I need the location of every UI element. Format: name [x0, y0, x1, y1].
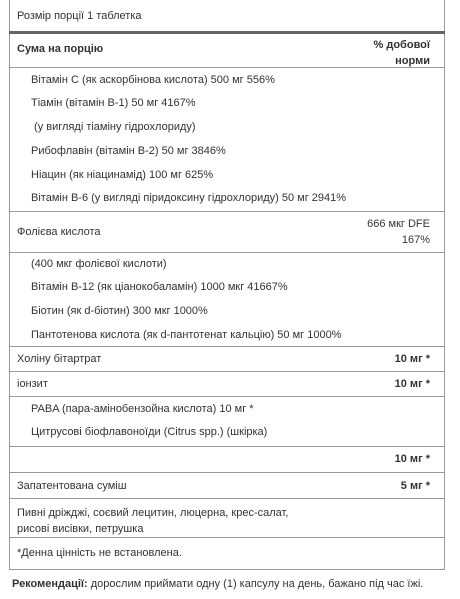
- daily-value-line1: % добової: [373, 39, 430, 51]
- nutrient-row: Вітамін В-6 (у вигляді піридоксину гідрохлориду) 50 мг 2941%: [31, 192, 347, 204]
- nutrient-row: (у вигляді тіаміну гідрохлориду): [31, 121, 196, 133]
- divider: [9, 498, 445, 499]
- blend-ingredients: [17, 505, 288, 537]
- divider: [9, 396, 445, 397]
- daily-value-header: [340, 37, 430, 69]
- nutrient-row: Біотин (як d-біотин) 300 мкг 1000%: [31, 305, 208, 317]
- inositol-name: іонзит: [17, 378, 48, 390]
- nutrient-row: Вітамін В-12 (як ціанокобаламін) 1000 мкг 41667%: [31, 281, 288, 293]
- blend-name: Запатентована суміш: [17, 480, 127, 492]
- divider: [9, 446, 445, 447]
- nutrient-row: Рибофлавін (вітамін В-2) 50 мг 3846%: [31, 145, 226, 157]
- recommendation-label: Рекомендації:: [12, 578, 88, 590]
- divider: [9, 537, 445, 538]
- divider-thick: [9, 31, 445, 34]
- daily-value-line2: норми: [395, 55, 430, 67]
- unnamed-amount: 10 мг *: [394, 453, 430, 465]
- folate-dv: 167%: [401, 234, 430, 246]
- divider: [9, 346, 445, 347]
- divider: [9, 211, 445, 212]
- choline-amount: 10 мг *: [394, 353, 430, 365]
- choline-name: Холіну бітартрат: [17, 353, 102, 365]
- divider: [9, 371, 445, 372]
- blend-ingredients-line2: рисові висівки, петрушка: [17, 523, 144, 535]
- divider: [9, 252, 445, 253]
- nutrient-row: (400 мкг фолієвої кислоти): [31, 258, 167, 270]
- nutrient-row: Ніацин (як ніацинамід) 100 мг 625%: [31, 169, 214, 181]
- nutrient-row: PABA (пара-амінобензойна кислота) 10 мг *: [31, 403, 254, 415]
- divider: [9, 67, 445, 68]
- divider: [9, 569, 445, 570]
- nutrient-row: Тіамін (вітамін В-1) 50 мг 4167%: [31, 97, 196, 109]
- folate-amount: 666 мкг DFE: [367, 218, 430, 230]
- blend-amount: 5 мг *: [400, 480, 430, 492]
- divider: [9, 472, 445, 473]
- inositol-amount: 10 мг *: [394, 378, 430, 390]
- nutrient-row: Цитрусові біофлавоноїди (Citrus spp.) (шкірка): [31, 426, 268, 438]
- serving-size: Розмір порції 1 таблетка: [17, 10, 142, 22]
- footnote: *Денна цінність не встановлена.: [17, 547, 182, 559]
- recommendation: [12, 578, 423, 590]
- nutrient-row: Пантотенова кислота (як d-пантотенат кальцію) 50 мг 1000%: [31, 329, 342, 341]
- nutrient-row: Вітамін С (як аскорбінова кислота) 500 мг 556%: [31, 74, 275, 86]
- folate-name: Фолієва кислота: [17, 226, 101, 238]
- amount-per-serving-header: Сума на порцію: [17, 43, 104, 55]
- folate-amount-dv: [330, 216, 430, 248]
- blend-ingredients-line1: Пивні дріжджі, соєвий лецитин, люцерна, крес-салат,: [17, 507, 289, 519]
- recommendation-text: дорослим приймати одну (1) капсулу на день, бажано під час їжі.: [87, 578, 424, 590]
